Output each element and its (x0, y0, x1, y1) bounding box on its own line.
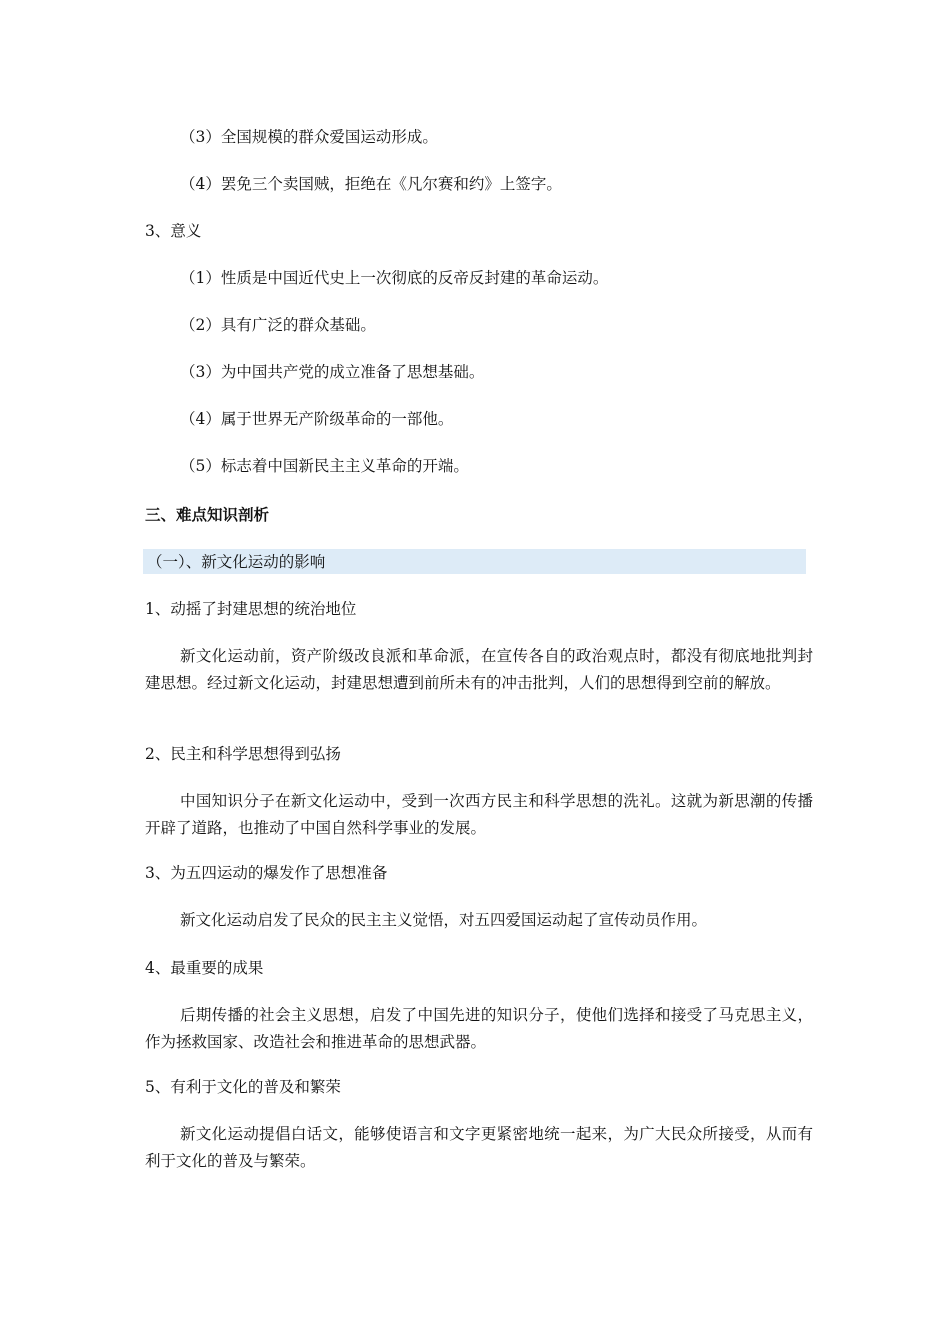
section-heading-meaning: 3、意义 (145, 222, 202, 240)
point-heading: 3、为五四运动的爆发作了思想准备 (145, 864, 388, 882)
subsection-bar (143, 549, 806, 574)
point-body: 后期传播的社会主义思想，启发了中国先进的知识分子，使他们选择和接受了马克思主义，作为拯救国家、改造社会和推进革命的思想武器。 (145, 1006, 813, 1051)
list-item: （4）罢免三个卖国贼，拒绝在《凡尔赛和约》上签字。 (180, 175, 562, 193)
point-body: 新文化运动前，资产阶级改良派和革命派，在宣传各自的政治观点时，都没有彻底地批判封建思想。经过新文化运动，封建思想遭到前所未有的冲击批判，人们的思想得到空前的解放。 (145, 647, 813, 692)
point-heading: 2、民主和科学思想得到弘扬 (145, 745, 341, 763)
part-three-title: 三、难点知识剖析 (145, 506, 270, 524)
list-item: （3）为中国共产党的成立准备了思想基础。 (180, 363, 485, 381)
list-item: （4）属于世界无产阶级革命的一部他。 (180, 410, 454, 428)
list-item: （3）全国规模的群众爱国运动形成。 (180, 128, 438, 146)
point-body: 中国知识分子在新文化运动中，受到一次西方民主和科学思想的洗礼。这就为新思潮的传播开辟了道路，也推动了中国自然科学事业的发展。 (145, 792, 813, 837)
point-heading: 1、动摇了封建思想的统治地位 (145, 600, 357, 618)
list-item: （2）具有广泛的群众基础。 (180, 316, 376, 334)
point-heading: 5、有利于文化的普及和繁荣 (145, 1078, 341, 1096)
point-body: 新文化运动启发了民众的民主主义觉悟，对五四爱国运动起了宣传动员作用。 (180, 911, 708, 929)
point-body: 新文化运动提倡白话文，能够使语言和文字更紧密地统一起来，为广大民众所接受，从而有利于文化的普及与繁荣。 (145, 1125, 813, 1170)
subsection-bar-label: （一）、新文化运动的影响 (147, 553, 326, 571)
point-heading: 4、最重要的成果 (145, 959, 264, 977)
list-item: （1）性质是中国近代史上一次彻底的反帝反封建的革命运动。 (180, 269, 609, 287)
list-item: （5）标志着中国新民主主义革命的开端。 (180, 457, 469, 475)
